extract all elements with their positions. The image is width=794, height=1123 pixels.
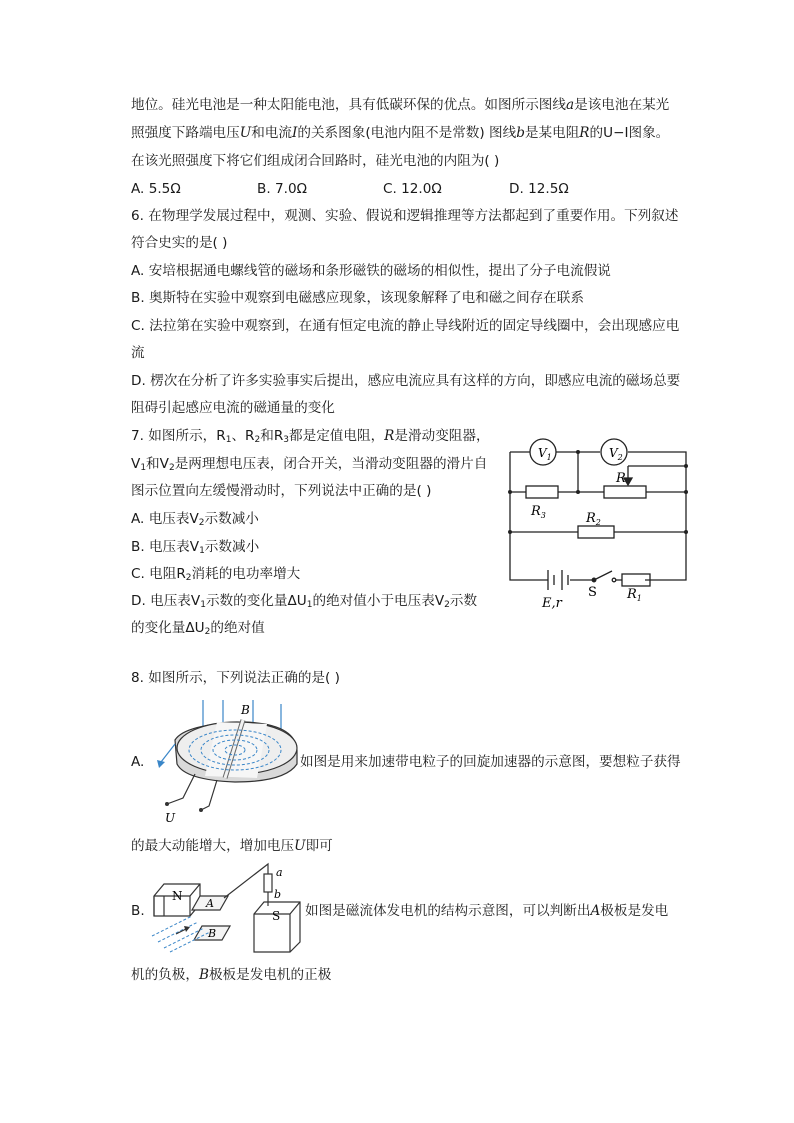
er-label: E,r (542, 596, 562, 611)
q7-option-c: C. 电阻$R_2$消耗的电功率增大 (131, 566, 301, 583)
v2-label: $V_2$ (609, 446, 623, 462)
q8-option-b-text-1: 如图是磁流体发电机的结构示意图，可以判断出A极板是发电 (305, 903, 669, 919)
q6-option-a: A. 安培根据通电螺线管的磁场和条形磁铁的磁场的相似性，提出了分子电流假说 (131, 263, 611, 279)
mhd-s-label: S (272, 909, 281, 923)
q8-stem: 8. 如图所示，下列说法正确的是( ) (131, 670, 340, 686)
q7-option-d-line-1: D. 电压表$V_1$示数的变化量$\Delta U_1$的绝对值小于电压表$V_2$示数 (131, 593, 478, 610)
mhd-n-label: N (172, 889, 183, 903)
mhd-generator-figure (150, 860, 300, 952)
q6-option-d-line-2: 阻碍引起感应电流的磁通量的变化 (131, 400, 335, 416)
resistor-r3 (526, 486, 558, 498)
rheostat-r (604, 486, 646, 498)
r3-label: $R_3$ (531, 504, 546, 520)
q8-option-a-text-2: 的最大动能增大，增加电压U即可 (131, 838, 333, 854)
q8-option-a-label: A. (131, 754, 145, 770)
q6-option-b: B. 奥斯特在实验中观察到电磁感应现象，该现象解释了电和磁之间存在联系 (131, 290, 584, 306)
v1-label: $V_1$ (538, 446, 552, 462)
q6-stem-line-1: 6. 在物理学发展过程中，观测、实验、假说和逻辑推理等方法都起到了重要作用。下列叙述 (131, 208, 679, 224)
q8-option-b-label: B. (131, 903, 145, 919)
mhd-terminal-b-label: b (274, 888, 282, 901)
cyclotron-u-label: U (165, 811, 176, 825)
q7-option-b: B. 电压表$V_1$示数减小 (131, 539, 260, 556)
q8-option-a-text-1: 如图是用来加速带电粒子的回旋加速器的示意图，要想粒子获得 (300, 754, 681, 770)
r1-label: $R_1$ (627, 587, 642, 603)
r2-label: $R_2$ (586, 511, 601, 527)
resistor-r2 (578, 526, 614, 538)
q7-stem-line-2: $V_1$和$V_2$是两理想电压表，闭合开关，当滑动变阻器的滑片自 (131, 456, 488, 473)
q7-stem-line-3: 图示位置向左缓慢滑动时，下列说法中正确的是( ) (131, 483, 432, 499)
mhd-plate-b-label: B (208, 927, 217, 940)
q7-stem-line-1: 7. 如图所示，$R_1$、$R_2$和$R_3$都是定值电阻，R是滑动变阻器， (131, 428, 490, 445)
q6-option-c-line-1: C. 法拉第在实验中观察到，在通有恒定电流的静止导线附近的固定导线圈中，会出现感应电 (131, 318, 680, 334)
q7-option-d-line-2: 的变化量$\Delta U_2$的绝对值 (131, 620, 265, 637)
q7-circuit-diagram (500, 430, 700, 620)
q6-option-c-line-2: 流 (131, 345, 145, 361)
cyclotron-figure (145, 700, 300, 825)
mhd-plate-a-label: A (206, 897, 214, 910)
q5-option-c: C. 12.0Ω (383, 181, 442, 197)
r-label: R (616, 471, 626, 486)
q5-option-b: B. 7.0Ω (257, 181, 307, 197)
mhd-terminal-a-label: a (276, 866, 283, 879)
q5-line-1: 地位。硅光电池是一种太阳能电池，具有低碳环保的优点。如图所示图线a是该电池在某光 (131, 97, 670, 113)
q5-line-2: 照强度下路端电压U和电流I的关系图象(电池内阻不是常数) 图线b是某电阻R的U−I图象。 (131, 125, 670, 141)
q6-stem-line-2: 符合史实的是( ) (131, 235, 228, 251)
q5-option-a: A. 5.5Ω (131, 181, 181, 197)
q6-option-d-line-1: D. 楞次在分析了许多实验事实后提出，感应电流应具有这样的方向，即感应电流的磁场总要 (131, 373, 681, 389)
cyclotron-b-label: B (241, 703, 250, 717)
q5-line-3: 在该光照强度下将它们组成闭合回路时，硅光电池的内阻为( ) (131, 153, 500, 169)
q8-option-b-text-2: 机的负极，B极板是发电机的正极 (131, 967, 332, 983)
q7-option-a: A. 电压表$V_2$示数减小 (131, 511, 259, 528)
q5-option-d: D. 12.5Ω (509, 181, 569, 197)
battery (548, 570, 568, 590)
s-label: S (588, 585, 597, 600)
